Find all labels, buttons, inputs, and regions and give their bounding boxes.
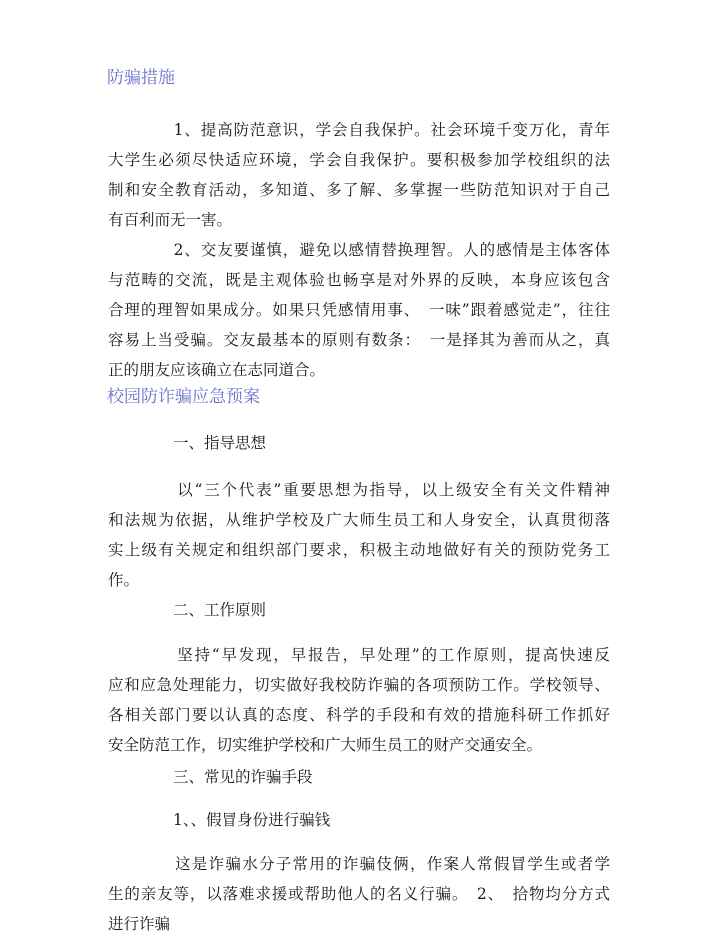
paragraph-line: 应和应急处理能力，切实做好我校防诈骗的各项预防工作。学校领导、 (108, 676, 610, 694)
paragraph-guiding-ideology (108, 475, 610, 595)
paragraph-line: 实上级有关规定和组织部门要求，积极主动地做好有关的预防党务工 (108, 541, 610, 559)
paragraph-line: 1、提高防范意识，学会自我保护。社会环境千变万化，青年 (108, 121, 610, 139)
paragraph-impersonation (108, 849, 610, 939)
subheading-work-principles: 二、工作原则 (173, 601, 267, 619)
paragraph-line: 有百利而无一害。 (108, 211, 233, 229)
paragraph-line: 和法规为依据，从维护学校及广大师生员工和人身安全，认真贯彻落 (108, 511, 610, 529)
paragraph-line: 合理的理智如果成分。如果只凭感情用事、 一味”跟着感觉走”，往往 (108, 301, 610, 319)
paragraph-line: 制和安全教育活动，多知道、多了解、多掌握一些防范知识对于自己 (108, 181, 610, 199)
subheading-guiding-ideology: 一、指导思想 (173, 434, 267, 452)
paragraph-line: 各相关部门要以认真的态度、科学的手段和有效的措施科研工作抓好 (108, 706, 610, 724)
paragraph-line: 进行诈骗 (108, 915, 171, 933)
paragraph-line: 这是诈骗水分子常用的诈骗伎俩，作案人常假冒学生或者学 (108, 855, 610, 873)
subheading-common-fraud-methods: 三、常见的诈骗手段 (173, 768, 313, 786)
paragraph-line: 大学生必须尽快适应环境，学会自我保护。要积极参加学校组织的法 (108, 151, 610, 169)
paragraph-line: 2、交友要谨慎，避免以感情替换理智。人的感情是主体客体 (108, 241, 610, 259)
paragraph-work-principles (108, 640, 610, 760)
section-heading-anti-fraud-measures: 防骗措施 (107, 68, 175, 88)
paragraph-friendship (108, 235, 610, 385)
paragraph-line: 与范畴的交流，既是主观体验也畅享是对外界的反映，本身应该包含 (108, 271, 610, 289)
paragraph-line: 容易上当受骗。交友最基本的原则有数条： 一是择其为善而从之，真 (108, 331, 610, 349)
paragraph-line: 正的朋友应该确立在志同道合。 (108, 361, 326, 379)
section-heading-emergency-plan: 校园防诈骗应急预案 (107, 387, 260, 407)
paragraph-line: 安全防范工作，切实维护学校和广大师生员工的财产交通安全。 (108, 736, 543, 754)
paragraph-awareness (108, 115, 610, 235)
paragraph-line: 坚持“早发现，早报告，早处理”的工作原则，提高快速反 (108, 646, 610, 664)
paragraph-line: 以“三个代表”重要思想为指导，以上级安全有关文件精神 (108, 481, 610, 499)
paragraph-line: 作。 (108, 571, 140, 589)
paragraph-line: 生的亲友等，以落难求援或帮助他人的名义行骗。 2、 拾物均分方式 (108, 885, 610, 903)
subheading-impersonation: 1、、假冒身份进行骗钱 (173, 811, 331, 829)
